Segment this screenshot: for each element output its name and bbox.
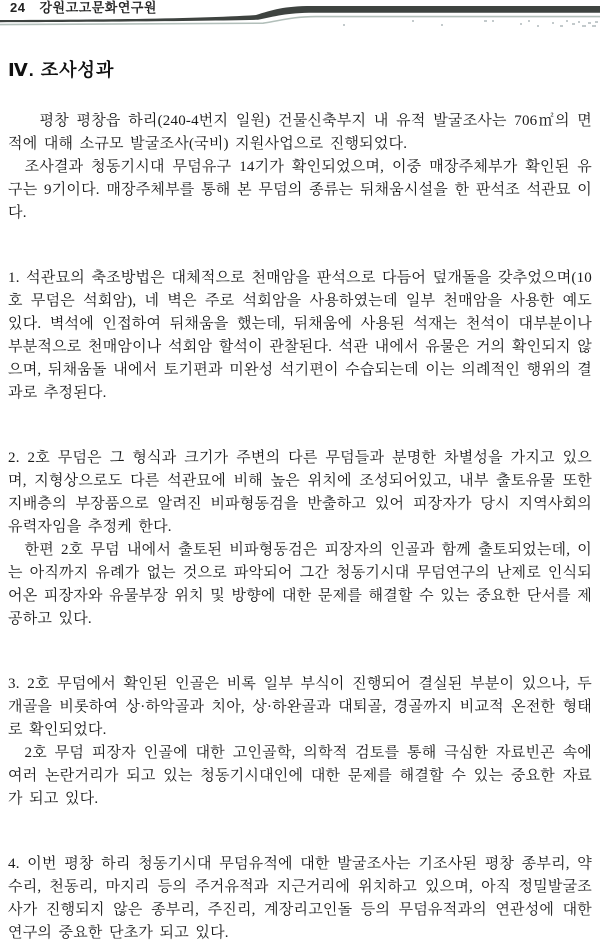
- page-number: 24: [10, 0, 26, 15]
- paragraph: 4. 이번 평창 하리 청동기시대 무덤유적에 대한 발굴조사는 기조사된 평창 종부리, 약수리, 천동리, 마지리 등의 주거유적과 지근거리에 위치하고 있으며, 아직 정밀발굴조사가 진행되지 않은 종부리, 주진리, 계장리고인돌 등의 무덤유적과의 연관성에 대한 연구의 중요한 단초가 되고 있다.: [8, 856, 592, 941]
- page-header: [0, 0, 600, 32]
- section-finding-4: [8, 853, 592, 945]
- paragraph: 3. 2호 무덤에서 확인된 인골은 비록 일부 부식이 진행되어 결실된 부분이 있으나, 두개골을 비롯하여 상·하악골과 치아, 상·하완골과 대퇴골, 경골까지 비교적 온전한 형태로 확인되었다.: [8, 676, 592, 738]
- institution-name: 강원고고문화연구원: [39, 0, 157, 15]
- paragraph: 평창 평창읍 하리(240-4번지 일원) 건물신축부지 내 유적 발굴조사는 706㎡의 면적에 대해 소규모 발굴조사(국비) 지원사업으로 진행되었다.: [8, 113, 592, 152]
- section-finding-3: [8, 673, 592, 811]
- section-finding-2: [8, 447, 592, 631]
- section-finding-1: [8, 267, 592, 405]
- paragraph: 2. 2호 무덤은 그 형식과 크기가 주변의 다른 무덤들과 분명한 차별성을 가지고 있으며, 지형상으로도 다른 석관묘에 비해 높은 위치에 조성되어있고, 내부 출토유물 또한 지배층의 부장품으로 알려진 비파형동검을 반출하고 있어 피장자가 당시 지역사회의 유력자임을 추정케 한다.: [8, 450, 592, 535]
- running-head: [10, 0, 157, 16]
- document-body: [8, 110, 592, 945]
- paragraph: 조사결과 청동기시대 무덤유구 14기가 확인되었으며, 이중 매장주체부가 확인된 유구는 9기이다. 매장주체부를 통해 본 무덤의 종류는 뒤채움시설을 한 판석조 석관묘 이다.: [8, 159, 592, 221]
- paragraph: 1. 석관묘의 축조방법은 대체적으로 천매암을 판석으로 다듬어 덮개돌을 갖추었으며(10호 무덤은 석회암), 네 벽은 주로 석회암을 사용하였는데 일부 천매암을 사용한 예도 있다. 벽석에 인접하여 뒤채움을 했는데, 뒤채움에 사용된 석재는 천석이 대부분이나 부분적으로 천매암이나 석회암 할석이 관찰된다. 석관 내에서 유물은 거의 확인되지 않으며, 뒤채움돌 내에서 토기편과 미완성 석기편이 수습되는데 이는 의례적인 행위의 결과로 추정된다.: [8, 270, 592, 401]
- section-title: Ⅳ. 조사성과: [8, 60, 115, 80]
- section-overview: [8, 110, 592, 225]
- paragraph: 한편 2호 무덤 내에서 출토된 비파형동검은 피장자의 인골과 함께 출토되었는데, 이는 아직까지 유례가 없는 것으로 파악되어 그간 청동기시대 무덤연구의 난제로 인식되어온 피장자와 유물부장 위치 및 방향에 대한 문제를 해결할 수 있는 중요한 단서를 제공하고 있다.: [8, 542, 592, 627]
- paragraph: 2호 무덤 피장자 인골에 대한 고인골학, 의학적 검토를 통해 극심한 자료빈곤 속에 여러 논란거리가 되고 있는 청동기시대인에 대한 문제를 해결할 수 있는 중요한 자료가 되고 있다.: [8, 745, 592, 807]
